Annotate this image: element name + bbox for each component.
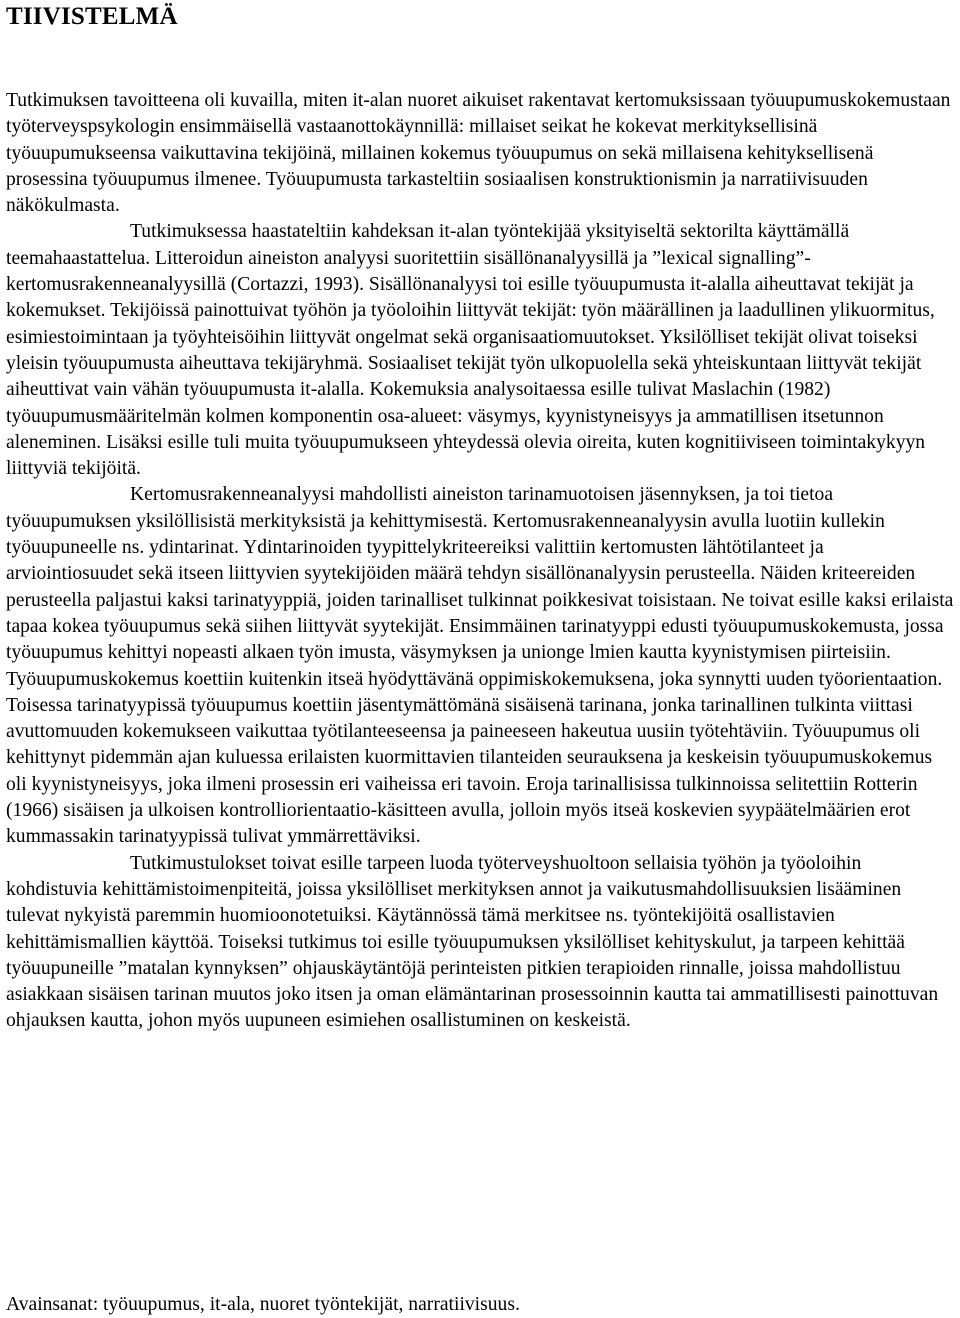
paragraph-narrative-analysis: Kertomusrakenneanalyysi mahdollisti aineiston tarinamuotoisen jäsennyksen, ja toi tietoa työuupumuksen yksilöllisistä merkityksistä ja kehittymisestä. Kertomusrakenneanalyysin avulla luotiin kullekin työuupuneelle ns. ydintarinat. Ydintarinoiden tyypittelykriteereiksi valittiin kertomusten lähtötilanteet ja arviointiosuudet sekä itseen liittyvien syytekijöiden määrä tehdyn sisällönanalyysin perusteella. Näiden kriteereiden perusteella paljastui kaksi tarinatyyppiä, joiden tarinalliset tulkinnat poikkesivat toisistaan. Ne toivat esille kaksi erilaista tapaa kokea työuupumus sekä siihen liittyvät syytekijät. Ensimmäinen tarinatyyppi edusti työuupumuskokemusta, jossa työuupumus kehittyi nopeasti alkaen työn imusta, väsymyksen ja unionge lmien kautta kyynistymisen piirteisiin. Työuupumuskokemus koettiin kuitenkin itseä hyödyttävänä oppimiskokemuksena, joka synnytti uuden työorientaation. Toisessa tarinatyypissä työuupumus koettiin jäsentymättömänä sisäisenä tarinana, jonka tarinallinen tulkinta viittasi avuttomuuden kokemukseen vaikuttaa työtilanteeseensa ja paineeseen hakeutua uusiin työtehtäviin. Työuupumus oli kehittynyt pidemmän ajan kuluessa erilaisten kuormittavien tilanteiden seurauksena ja keskeisin työuupumuskokemus oli kyynistyneisyys, joka ilmeni prosessin eri vaiheissa eri tavoin. Eroja tarinallisissa tulkinnoissa selitettiin Rotterin (1966) sisäisen ja ulkoisen kontrolliorientaatio-käsitteen avulla, jolloin myös itseä koskevien syypäätelmäärien erot kummassakin tarinatyypissä tulivat ymmärrettäviksi.	[6, 484, 954, 848]
paragraph-conclusions: Tutkimustulokset toivat esille tarpeen luoda työterveyshuoltoon sellaisia työhön ja työoloihin kohdistuvia kehittämistoimenpiteitä, joissa yksilölliset merkityksen annot ja vaikutusmahdollisuuksien lisääminen tulevat nykyistä paremmin huomioonotetuiksi. Käytännössä tämä merkitsee ns. työntekijöitä osallistavien kehittämismallien käyttöä. Toiseksi tutkimus toi esille työuupumuksen yksilölliset kehityskulut, ja tarpeen kehittää työuupuneille ”matalan kynnyksen” ohjauskäytäntöjä perinteisten pitkien terapioiden rinnalle, joissa mahdollistuu asiakkaan sisäisen tarinan muutos joko itsen ja oman elämäntarinan prosessoinnin kautta tai ammatillisesti painottuvan ohjauksen kautta, johon myös uupuneen esimiehen osallistuminen on keskeistä.	[6, 852, 939, 1032]
abstract-body	[6, 88, 954, 1035]
page-title: TIIVISTELMÄ	[6, 3, 178, 30]
keywords: Avainsanat: työuupumus, it-ala, nuoret työntekijät, narratiivisuus.	[6, 1294, 520, 1315]
paragraph-aim: Tutkimuksen tavoitteena oli kuvailla, miten it-alan nuoret aikuiset rakentavat kertomuksissaan työuupumuskokemustaan työterveyspsykologin ensimmäisellä vastaanottokäynnillä: millaiset seikat he kokevat merkityksellisinä työuupumukseensa vaikuttavina tekijöinä, millainen kokemus työuupumus on sekä millaisena kehityksellisenä prosessina työuupumus ilmenee. Työuupumusta tarkasteltiin sosiaalisen konstruktionismin ja narratiivisuuden näkökulmasta.	[6, 90, 951, 217]
abstract-page	[6, 0, 954, 1035]
paragraph-method: Tutkimuksessa haastateltiin kahdeksan it-alan työntekijää yksityiseltä sektorilta käyttämällä teemahaastattelua. Litteroidun aineiston analyysi suoritettiin sisällönanalyysillä ja ”lexical signalling”-kertomusrakenneanalyysillä (Cortazzi, 1993). Sisällönanalyysi toi esille työuupumusta it-alalla aiheuttavat tekijät ja kokemukset. Tekijöissä painottuivat työhön ja työoloihin liittyvät tekijät: työn määrällinen ja laadullinen ylikuormitus, esimiestoimintaan ja työyhteisöihin liittyvät ongelmat sekä organisaatiomuutokset. Yksilölliset tekijät olivat toiseksi yleisin työuupumusta aiheuttava tekijäryhmä. Sosiaaliset tekijät työn ulkopuolella sekä yhteiskuntaan liittyvät tekijät aiheuttivat vain vähän työuupumusta it-alalla. Kokemuksia analysoitaessa esille tulivat Maslachin (1982) työuupumusmääritelmän kolmen komponentin osa-alueet: väsymys, kyynistyneisyys ja ammatillisen itsetunnon aleneminen. Lisäksi esille tuli muita työuupumukseen yhteydessä olevia oireita, kuten kognitiiviseen toimintakykyyn liittyviä tekijöitä.	[6, 221, 935, 480]
